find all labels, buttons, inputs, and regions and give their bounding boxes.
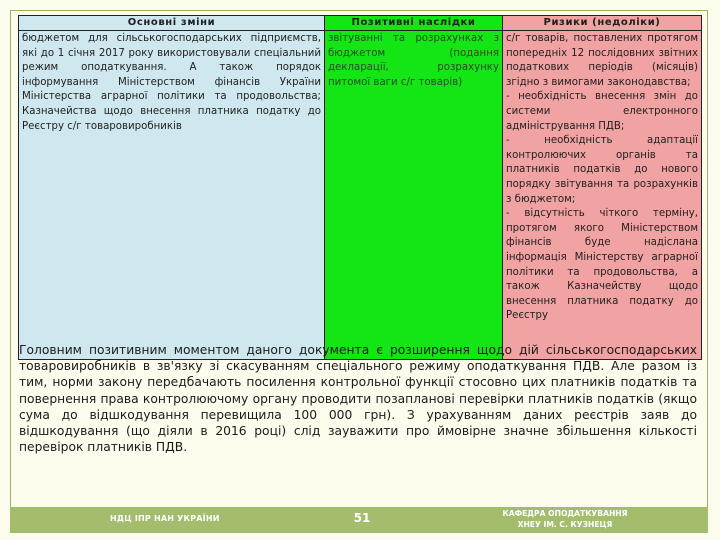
- header-risks: Ризики (недоліки): [503, 16, 702, 31]
- cell-risks: [503, 31, 702, 360]
- footer-department-line2: ХНЕУ ІМ. С. КУЗНЕЦЯ: [517, 519, 613, 529]
- body-paragraph: Головним позитивним моментом даного документа є розширення щодо дій сільськогосподарських товаровиробників в зв'язку зі скасуванням спеціального режиму оподаткування ПДВ. Але разом із тим, норми закону передбачають посилення контрольної функції стосовно цих платників податків та повернення права контролюючому органу проводити позапланові перевірки платників податків (якщо сума до відшкодування перевищила 100 000 грн). З урахуванням даних реєстрів заяв до відшкодування (що діяли в 2016 році) слід зауважити про ймовірне значне збільшення кількості перевірок платників ПДВ.: [19, 343, 697, 455]
- footer-bar: [10, 507, 708, 533]
- positive-effects-text: звітуванні та розрахунках з бюджетом (подання декларації, розрахунку питомої ваги с/г товарів): [328, 33, 499, 88]
- table-header-row: [19, 16, 702, 31]
- risk-item: - відсутність чіткого терміну, протягом якого Міністерством фінансів буде надіслана інформація Міністерству аграрної політики та продовольства, а також Казначейству щодо внесення платника податку до Реєстру: [506, 208, 698, 322]
- risk-item: - необхідність внесення змін до системи електронного адміністрування ПДВ;: [506, 91, 698, 132]
- cell-main-changes: [19, 31, 325, 360]
- main-changes-text: бюджетом для сільськогосподарських підприємств, які до 1 січня 2017 року використовували спеціальний режим оподаткування. А також порядок інформування Міністерством фінансів України Міністерства аграрної політики та продовольства; Казначейства щодо внесення платника податку до Реєстру с/г товаровиробників: [22, 33, 321, 132]
- header-main-changes: Основні зміни: [19, 16, 325, 31]
- risk-item: - необхідність адаптації контролюючих органів та платників податків до нового порядку звітування та розрахунків з бюджетом;: [506, 135, 698, 205]
- changes-table: [18, 15, 702, 360]
- table-row: [19, 31, 702, 360]
- risk-item: с/г товарів, поставлених протягом попередніх 12 послідовних звітних податкових періодів (місяців) згідно з вимогами законодавства;: [506, 33, 698, 88]
- page-number: 51: [353, 511, 371, 525]
- header-positive-effects: Позитивні наслідки: [325, 16, 503, 31]
- cell-positive-effects: [325, 31, 503, 360]
- footer-department: [465, 509, 665, 530]
- footer-institute: НДЦ ІПР НАН УКРАЇНИ: [110, 514, 220, 523]
- footer-department-line1: КАФЕДРА ОПОДАТКУВАННЯ: [502, 509, 628, 518]
